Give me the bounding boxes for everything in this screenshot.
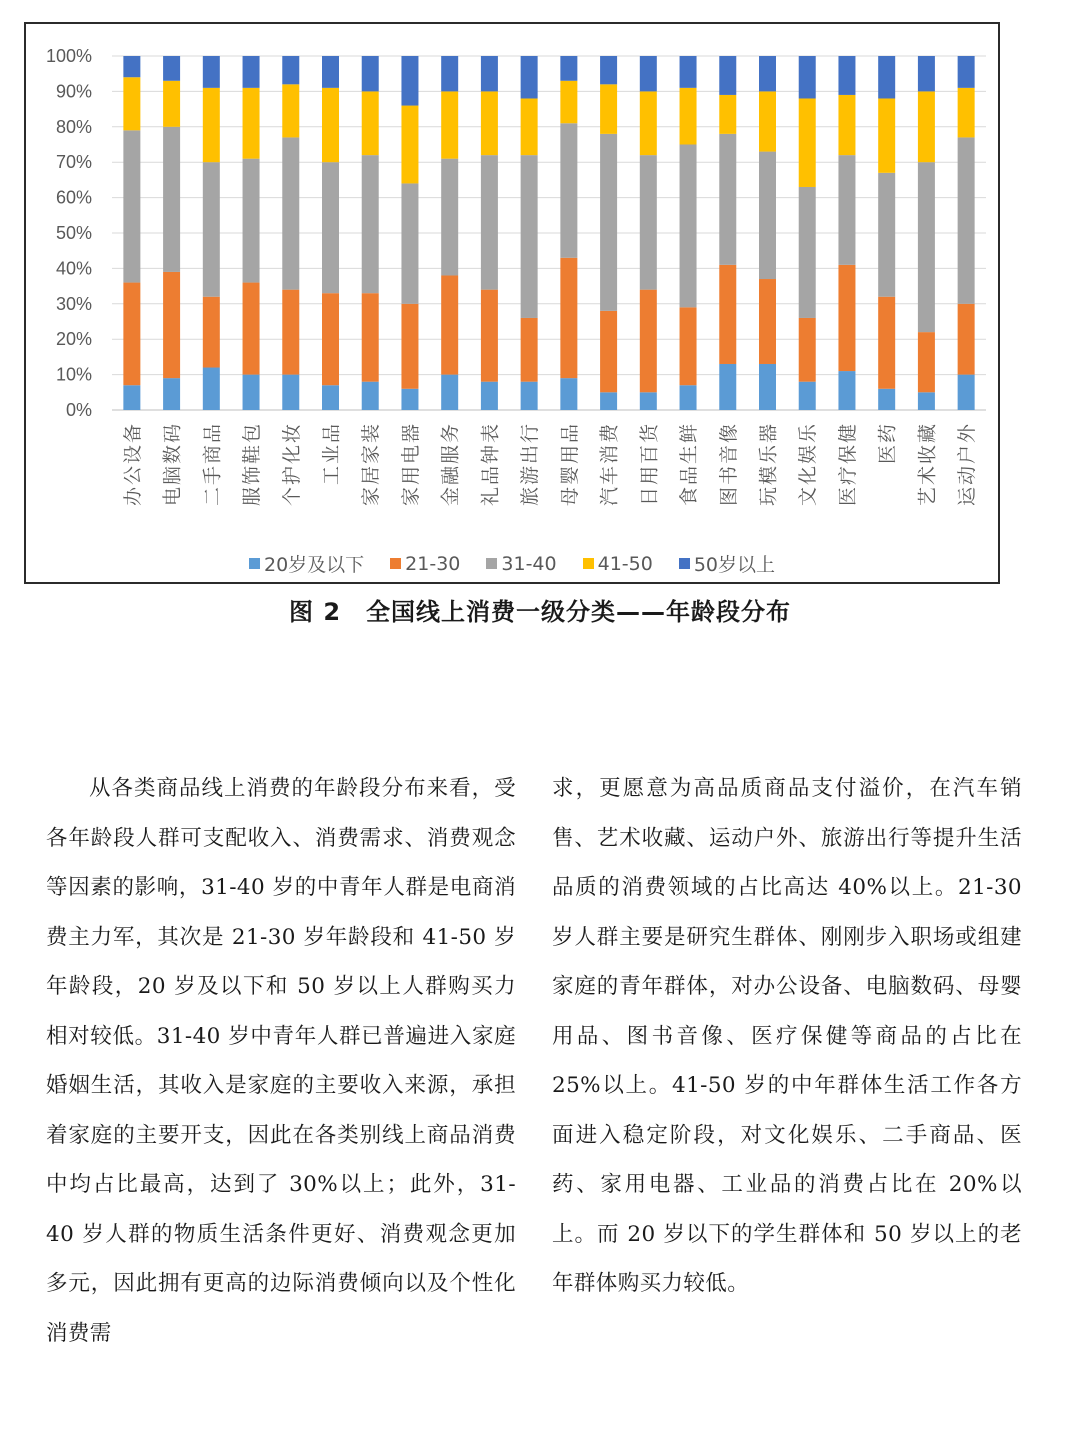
bar-segment — [481, 290, 498, 382]
legend-item — [679, 550, 775, 577]
x-tick-label: 医药 — [876, 422, 899, 465]
legend-swatch — [486, 558, 497, 569]
x-tick-label: 办公设备 — [121, 422, 144, 507]
bar-segment — [958, 304, 975, 375]
body-paragraph-left: 从各类商品线上消费的年龄段分布来看，受各年龄段人群可支配收入、消费需求、消费观念等因素的影响，31-40 岁的中青年人群是电商消费主力军，其次是 21-30 岁年龄段和 41-50 岁年龄段，20 岁及以下和 50 岁以上人群购买力相对较低。31-40 岁中青年人群已普遍进入家庭婚姻生活，其收入是家庭的主要收入来源，承担着家庭的主要开支，因此在各类别线上商品消费中均占比最高，达到了 30%以上；此外，31-40 岁人群的物质生活条件更好、消费观念更加多元，因此拥有更高的边际消费倾向以及个性化消费需 — [46, 776, 516, 1346]
bar-segment — [163, 81, 180, 127]
bar-segment — [401, 183, 418, 303]
y-tick-label: 100% — [45, 46, 92, 66]
x-tick-label: 日用百货 — [638, 422, 661, 507]
bar-segment — [163, 378, 180, 410]
bar-segment — [878, 389, 895, 410]
bar-segment — [719, 95, 736, 134]
bar-segment — [401, 389, 418, 410]
y-tick-label: 50% — [55, 223, 92, 243]
bar-segment — [481, 382, 498, 410]
bar-segment — [759, 279, 776, 364]
legend-label: 50岁以上 — [693, 554, 776, 576]
legend-item — [486, 550, 556, 577]
bar-segment — [282, 375, 299, 410]
bar-segment — [958, 56, 975, 88]
bar-segment — [680, 88, 697, 145]
y-tick-label: 80% — [55, 116, 92, 137]
bar-segment — [322, 88, 339, 162]
bar-segment — [123, 283, 140, 386]
bar-segment — [123, 56, 140, 77]
bar-segment — [401, 56, 418, 106]
x-tick-label: 家居家装 — [360, 422, 383, 507]
stacked-bar-chart — [26, 24, 998, 582]
chart-frame — [24, 22, 1000, 584]
bar-segment — [163, 272, 180, 378]
body-paragraph-right: 求，更愿意为高品质商品支付溢价，在汽车销售、艺术收藏、运动户外、旅游出行等提升生活品质的消费领域的占比高达 40%以上。21-30 岁人群主要是研究生群体、刚刚步入职场或组建家庭的青年群体，对办公设备、电脑数码、母婴用品、图书音像、医疗保健等商品的占比在 25%以上。41-50 岁的中年群体生活工作各方面进入稳定阶段，对文化娱乐、二手商品、医药、家用电器、工业品的消费占比在 20%以上。而 20 岁以下的学生群体和 50 岁以上的老年群体购买力较低。 — [552, 776, 1022, 1296]
bar-segment — [560, 258, 577, 378]
x-tick-label: 母婴用品 — [558, 422, 581, 507]
bar-segment — [878, 297, 895, 389]
bar-segment — [521, 56, 538, 98]
bar-segment — [322, 56, 339, 88]
legend-label: 41-50 — [597, 552, 653, 575]
bar-segment — [640, 56, 657, 91]
bar-segment — [719, 56, 736, 95]
bar-segment — [203, 88, 220, 162]
x-tick-label: 运动户外 — [956, 422, 979, 507]
legend-swatch — [583, 558, 594, 569]
bar-segment — [322, 162, 339, 293]
bar-segment — [322, 385, 339, 410]
bar-segment — [918, 91, 935, 162]
bar-segment — [799, 98, 816, 187]
bar-segment — [759, 91, 776, 151]
x-tick-label: 二手商品 — [201, 422, 224, 507]
bar-segment — [719, 364, 736, 410]
bar-segment — [680, 385, 697, 410]
legend-label: 20岁及以下 — [263, 554, 365, 576]
bar-segment — [401, 106, 418, 184]
x-tick-label: 金融服务 — [439, 422, 462, 507]
x-tick-label: 个护化妆 — [280, 422, 303, 507]
x-tick-label: 服饰鞋包 — [241, 422, 264, 507]
x-tick-label: 旅游出行 — [519, 422, 542, 507]
legend-item — [583, 550, 653, 577]
bar-segment — [282, 56, 299, 84]
bar-segment — [441, 159, 458, 276]
bar-segment — [401, 304, 418, 389]
bar-segment — [123, 385, 140, 410]
bar-segment — [759, 56, 776, 91]
legend-swatch — [679, 558, 690, 569]
bar-segment — [918, 56, 935, 91]
bar-segment — [521, 382, 538, 410]
bar-segment — [481, 91, 498, 155]
x-tick-label: 电脑数码 — [161, 422, 184, 507]
bar-segment — [481, 155, 498, 290]
bar-segment — [362, 56, 379, 91]
x-tick-label: 礼品钟表 — [479, 422, 502, 507]
y-tick-label: 10% — [55, 364, 92, 385]
bar-segment — [799, 382, 816, 410]
bar-segment — [362, 91, 379, 155]
y-tick-label: 70% — [55, 152, 92, 173]
bar-segment — [958, 137, 975, 303]
bar-segment — [521, 318, 538, 382]
bar-segment — [878, 56, 895, 98]
bar-segment — [719, 265, 736, 364]
bar-segment — [799, 187, 816, 318]
bar-segment — [163, 127, 180, 272]
bar-segment — [878, 98, 895, 172]
bar-segment — [123, 130, 140, 282]
bar-segment — [600, 392, 617, 410]
bar-segment — [362, 293, 379, 382]
legend-swatch — [390, 558, 401, 569]
legend-label: 21-30 — [405, 552, 461, 575]
x-tick-label: 艺术收藏 — [916, 422, 939, 507]
bar-segment — [958, 88, 975, 138]
bar-segment — [441, 56, 458, 91]
bar-segment — [759, 364, 776, 410]
bar-segment — [958, 375, 975, 410]
bar-segment — [600, 311, 617, 392]
bar-segment — [521, 155, 538, 318]
legend-item — [249, 550, 364, 577]
bar-segment — [362, 155, 379, 293]
bar-segment — [838, 56, 855, 95]
figure-caption: 图 2 全国线上消费一级分类——年龄段分布 — [288, 598, 792, 626]
bar-segment — [441, 375, 458, 410]
bar-segment — [680, 307, 697, 385]
bar-segment — [322, 293, 339, 385]
bar-segment — [799, 56, 816, 98]
bar-segment — [560, 123, 577, 258]
legend-swatch — [249, 558, 260, 569]
bar-segment — [441, 275, 458, 374]
y-tick-label: 60% — [55, 187, 92, 208]
x-tick-label: 食品生鲜 — [678, 422, 701, 507]
bar-segment — [560, 378, 577, 410]
bar-segment — [918, 162, 935, 332]
bar-segment — [640, 155, 657, 290]
bar-segment — [203, 56, 220, 88]
bar-segment — [640, 91, 657, 155]
x-tick-label: 汽车消费 — [598, 422, 621, 507]
bar-segment — [282, 137, 299, 289]
bar-segment — [918, 392, 935, 410]
bar-segment — [600, 134, 617, 311]
y-tick-label: 20% — [55, 329, 92, 350]
bar-segment — [441, 91, 458, 158]
bar-segment — [282, 84, 299, 137]
bar-segment — [600, 56, 617, 84]
bar-segment — [163, 56, 180, 81]
bar-segment — [560, 56, 577, 81]
bar-segment — [243, 375, 260, 410]
bar-segment — [878, 173, 895, 297]
bar-segment — [640, 290, 657, 393]
x-tick-label: 文化娱乐 — [797, 422, 820, 507]
bar-segment — [243, 159, 260, 283]
bar-segment — [838, 95, 855, 155]
bar-segment — [282, 290, 299, 375]
body-column-right — [552, 764, 1022, 1309]
bar-segment — [243, 88, 260, 159]
y-tick-label: 0% — [65, 400, 92, 420]
bar-segment — [560, 81, 577, 123]
y-tick-label: 40% — [55, 258, 92, 279]
bar-segment — [243, 283, 260, 375]
bar-segment — [680, 56, 697, 88]
bar-segment — [243, 56, 260, 88]
bar-segment — [759, 152, 776, 279]
x-tick-label: 家用电器 — [399, 422, 422, 507]
bar-segment — [838, 155, 855, 265]
x-tick-label: 玩模乐器 — [757, 422, 780, 507]
bar-segment — [521, 98, 538, 155]
x-tick-label: 图书音像 — [717, 422, 740, 507]
y-tick-label: 30% — [55, 293, 92, 314]
bar-segment — [838, 265, 855, 371]
bar-segment — [640, 392, 657, 410]
bar-segment — [680, 145, 697, 308]
legend-item — [390, 550, 460, 577]
bar-segment — [203, 368, 220, 410]
bar-segment — [600, 84, 617, 134]
body-column-left — [46, 764, 516, 1358]
bar-segment — [838, 371, 855, 410]
bar-segment — [918, 332, 935, 392]
bar-segment — [719, 134, 736, 265]
bar-segment — [799, 318, 816, 382]
x-tick-label: 工业品 — [320, 422, 343, 486]
bar-segment — [362, 382, 379, 410]
chart-legend — [26, 550, 998, 577]
bar-segment — [123, 77, 140, 130]
y-tick-label: 90% — [55, 81, 92, 102]
bar-segment — [481, 56, 498, 91]
legend-label: 31-40 — [501, 552, 557, 575]
bar-segment — [203, 297, 220, 368]
bar-segment — [203, 162, 220, 297]
x-tick-label: 医疗保健 — [836, 422, 859, 507]
